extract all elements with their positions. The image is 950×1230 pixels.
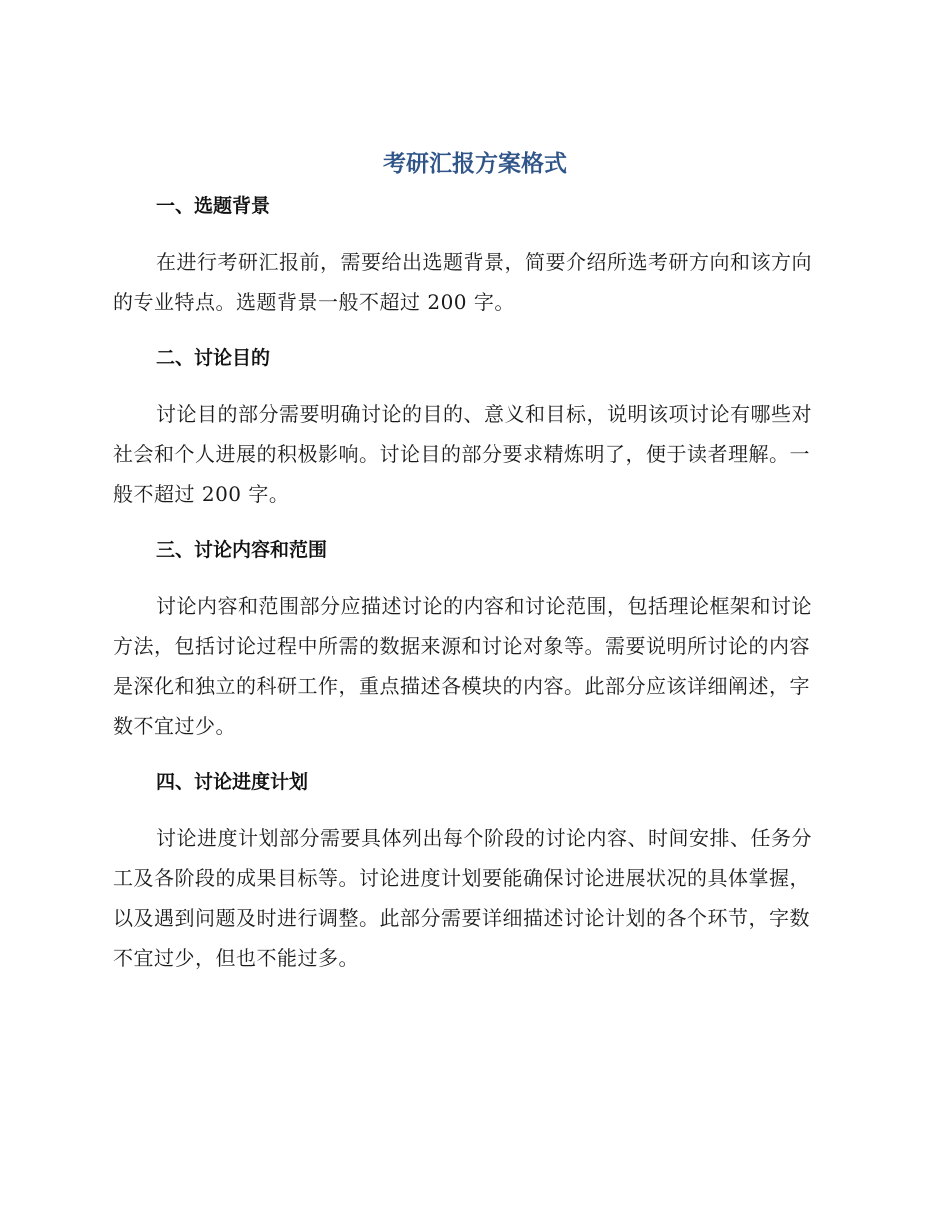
- section-heading: 一、选题背景: [156, 195, 271, 217]
- section-paragraph: 在进行考研汇报前，需要给出选题背景，简要介绍所选考研方向和该方向的专业特点。选题背景一般不超过 200 字。: [113, 250, 812, 314]
- document-body: [113, 188, 829, 978]
- section-heading: 二、讨论目的: [156, 347, 271, 369]
- section-progress-plan: [113, 764, 829, 978]
- section-content-scope: [113, 532, 829, 764]
- section-paragraph: 讨论目的部分需要明确讨论的目的、意义和目标，说明该项讨论有哪些对社会和个人进展的积极影响。讨论目的部分要求精炼明了，便于读者理解。一般不超过 200 字。: [113, 402, 812, 506]
- section-heading: 四、讨论进度计划: [156, 771, 309, 793]
- document-title: 考研汇报方案格式: [383, 151, 567, 177]
- section-topic-background: [113, 188, 829, 340]
- section-discussion-purpose: [113, 340, 829, 532]
- section-paragraph: 讨论内容和范围部分应描述讨论的内容和讨论范围，包括理论框架和讨论方法，包括讨论过程中所需的数据来源和讨论对象等。需要说明所讨论的内容是深化和独立的科研工作，重点描述各模块的内容。此部分应该详细阐述，字数不宜过少。: [113, 594, 812, 738]
- section-heading: 三、讨论内容和范围: [156, 539, 328, 561]
- section-paragraph: 讨论进度计划部分需要具体列出每个阶段的讨论内容、时间安排、任务分工及各阶段的成果目标等。讨论进度计划要能确保讨论进展状况的具体掌握，以及遇到问题及时进行调整。此部分需要详细描述讨论计划的各个环节，字数不宜过少，但也不能过多。: [113, 826, 812, 970]
